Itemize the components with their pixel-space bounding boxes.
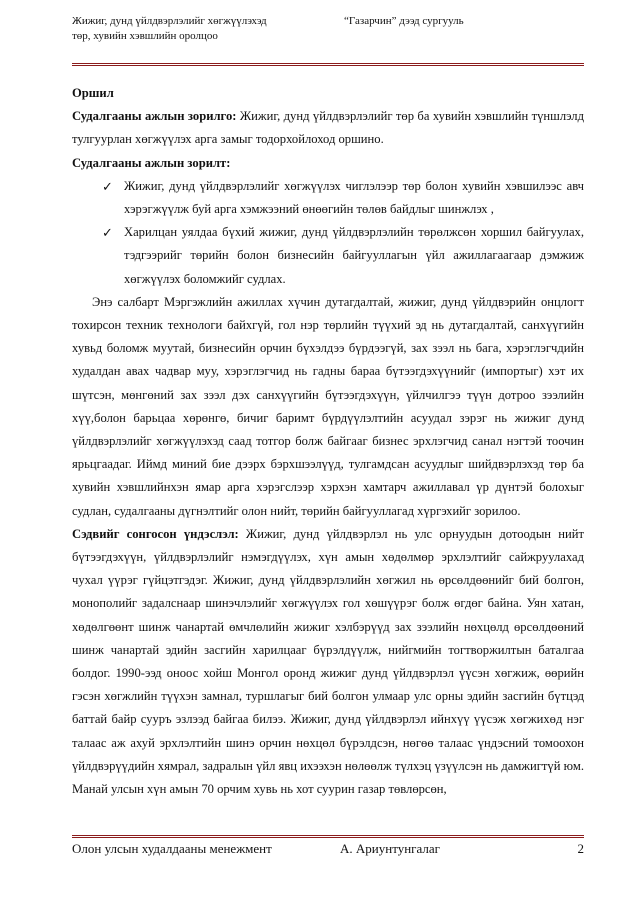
header-left [72,14,332,44]
body-paragraph: Энэ салбарт Мэргэжлийн ажиллах хүчин дутагдалтай, жижиг, дунд үйлдвэрийн онцлогт тохирсон техник технологи байхгүй, гол нэр төрлийн түүхий эд нь дутагдалтай, санхүүгийн хувьд боломж муутай, бизнесийн орчин бүхэлдээ бүрдээгүй, зах зээл нь бага, хэрэглэгчдийн худалдан авах чадвар муу, хэрэглэгчид нь гадны бараа бүтээгдэхүүнийг (импортыг) хэт их шүтсэн, мөнгөний зах зээл дэх санхүүгийн бүтээгдэхүүн, үйлчилгээ түүн дотроо зээлийн хүү,болон барьцаа хөрөнгө, бичиг баримт бүрдүүлэлтийн асуудал зэрэг нь жижиг дунд үйлдвэрлэлийг хөгжүүлэхэд саад тотгор болж байгааг бизнес эрхлэгчид санал нэгтэй тоочин ярьцгаадаг. Иймд миний бие дээрх бэрхшээлүүд, тулгамдсан асуудлыг шийдвэрлэхэд төр ба хувийн хэвшлийнхэн ямар арга хэрэгслээр хэрхэн хамтарч ажиллавал үр дүнтэй болохыг судлан, судалгааны дүгнэлтийг олон нийт, төрийн байгууллагад хүргэхийг зорилоо. [72,294,584,518]
footer-author: А. Ариунтунгалаг [340,841,440,856]
tasks-list [72,175,584,291]
goal-text: Жижиг, дунд үйлдвэрлэлийг төр ба хувийн хэвшлийн түншлэлд тулгуурлан хөгжүүлэх арга замыг тодорхойлоход оршино. [72,109,585,147]
header-title-line1: Жижиг, дунд үйлдвэрлэлийг хөгжүүлэхэд [72,15,267,27]
goal-paragraph [72,105,584,151]
list-item [72,175,584,221]
tasks-heading: Судалгааны ажлын зорилт: [72,155,231,170]
task-text: Жижиг, дунд үйлдвэрлэлийг хөгжүүлэх чиглэлээр төр болон хувийн хэвшилээс авч хэрэгжүүлж буй арга хэмжээний өнөөгийн төлөв байдлыг шинжлэх , [124,178,584,217]
checkmark-icon: ✓ [102,178,113,194]
header-title-line2: төр, хувийн хэвшлийн оролцоо [72,30,218,42]
relevance-text: Жижиг, дунд үйлдвэрлэл нь улс орнуудын дотоодын нийт бүтээгдэхүүн, үйлдвэрлэлийг нэмэгдүүлэх, хүн амын хөдөлмөр эрхлэлтийг сайжруулахад чухал үүрэг гүйцэтгэдэг. Жижиг, дунд үйлдвэрлэлийн хөгжил нь өрсөлдөөнийг бий болгон, монополийг задалснаар шинэчлэлийг хөгжүүлэх гол хөшүүрэг болж өгдөг байна. Уян хатан, хөдөлгөөнт шинж чанартай өмчлөлийн жижиг хэлбэрүүд зах зээлийн нөхцөлд өрсөлдөөний шинж чанартай эдийн засгийн харилцааг бүрэлдүүлж, нийгмийн тогтворжилтын баталгаа болдог. 1990-ээд оноос хойш Монгол оронд жижиг дунд үйлдвэрлэл үүсэн хөгжиж, өөрийн гэсэн хөгжлийн түүхэн замнал, туршлагыг бий болгон улмаар улс орны эдийн засгийн бүтцэд баттай байр сууръ эзлээд байгаа билээ. Жижиг, дунд үйлдвэрлэл ийнхүү үүсэж хөгжихөд нэг талаас аж ахуй эрхлэлтийн шинэ орчин нөхцөл бүрэлдсэн, нөгөө талаас үндэсний томоохон үйлдвэрүүдийн хямрал, задралын үйл явц ихээхэн нөлөөлж түлхэц үзүүлсэн нь дамжигтүй юм. Манай улсын хүн амын 70 орчим хувь нь хот суурин газар төвлөрсөн, [72,526,584,797]
page-number: 2 [577,841,584,856]
relevance-paragraph [72,523,584,801]
checkmark-icon: ✓ [102,225,113,241]
footer-course: Олон улсын худалдааны менежмент [72,841,272,856]
list-item [72,221,584,291]
goal-label: Судалгааны ажлын зорилго: [72,109,237,124]
header-divider [72,63,584,66]
intro-heading: Оршил [72,86,114,100]
relevance-label: Сэдвийг сонгосон үндэслэл: [72,526,239,541]
header-institution: “Газарчин” дээд сургууль [344,15,464,27]
task-text: Харилцан уялдаа бүхий жижиг, дунд үйлдвэрлэлийн төрөлжсөн хоршил байгуулах, тэдгээрийг төрийн болон бизнесийн байгууллагын үйл ажиллагаагаар дэмжиж хөгжүүлэх боломжийг судлах. [124,225,584,286]
document-body [72,82,584,801]
footer-divider [72,835,584,838]
